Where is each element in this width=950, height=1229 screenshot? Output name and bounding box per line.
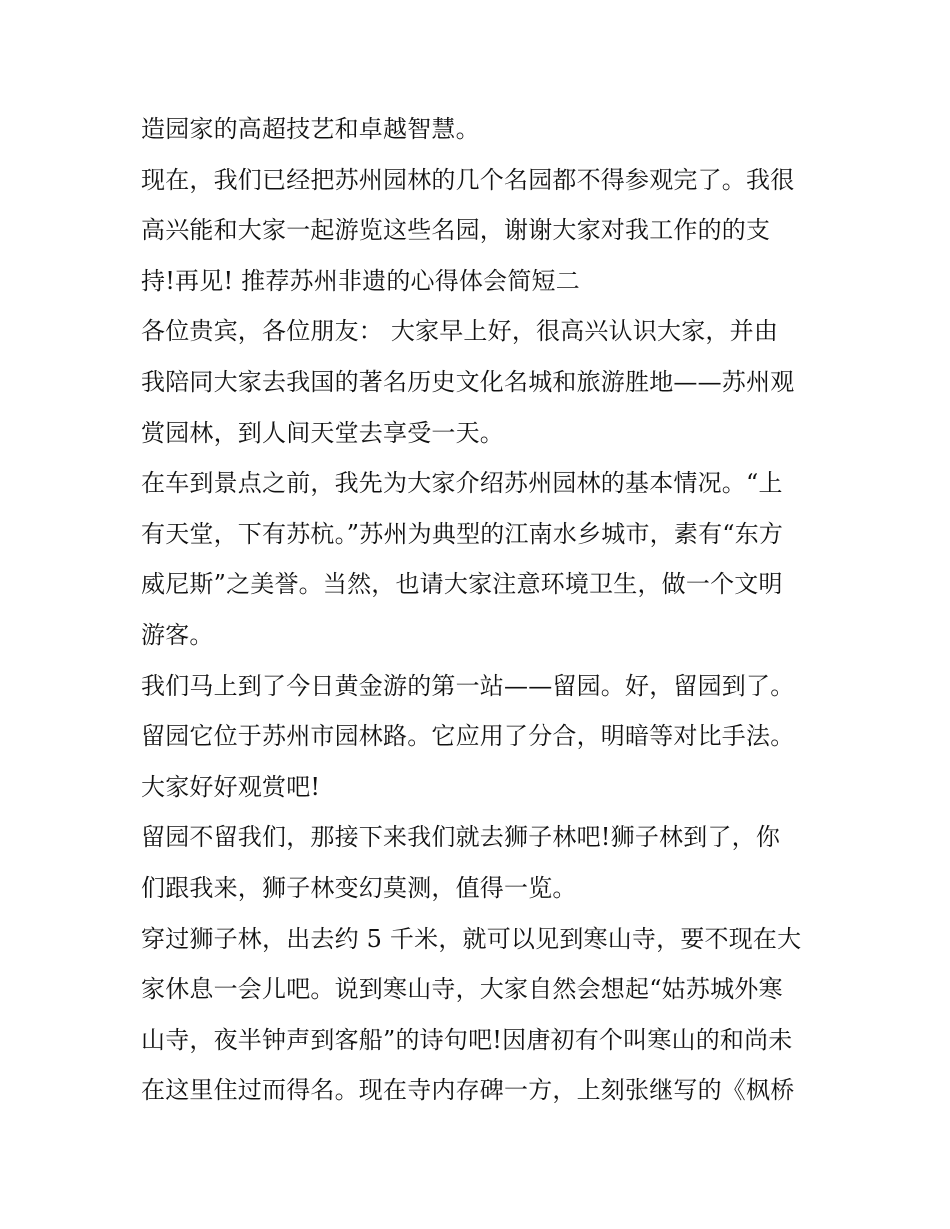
text-line: 赏园林，到人间天堂去享受一天。 — [141, 418, 504, 447]
text-line: 游客。 — [141, 620, 214, 649]
text-line: 留园不留我们，那接下来我们就去狮子林吧!狮子林到了，你 — [141, 823, 781, 852]
text-line: 高兴能和大家一起游览这些名园，谢谢大家对我工作的的支 — [141, 216, 771, 245]
text-line: 在这里住过而得名。现在寺内存碑一方，上刻张继写的《枫桥 — [141, 1076, 795, 1105]
text-line: 穿过狮子林，出去约 5 千米，就可以见到寒山寺，要不现在大 — [141, 924, 802, 953]
text-line: 山寺，夜半钟声到客船”的诗句吧!因唐初有个叫寒山的和尚未 — [141, 1025, 793, 1054]
text-line: 大家好好观赏吧! — [141, 772, 321, 801]
text-line: 家休息一会儿吧。说到寒山寺，大家自然会想起“姑苏城外寒 — [141, 975, 783, 1004]
text-line: 持!再见! 推荐苏州非遗的心得体会简短二 — [141, 266, 580, 295]
text-line: 我们马上到了今日黄金游的第一站——留园。好，留园到了。 — [141, 671, 795, 700]
document-body — [141, 104, 821, 1116]
text-line: 造园家的高超技艺和卓越智慧。 — [141, 115, 480, 143]
text-line: 们跟我来，狮子林变幻莫测，值得一览。 — [141, 873, 577, 902]
text-line: 有天堂，下有苏杭。”苏州为典型的江南水乡城市，素有“东方 — [141, 519, 784, 548]
text-line: 我陪同大家去我国的著名历史文化名城和旅游胜地——苏州观 — [141, 367, 795, 396]
text-line: 在车到景点之前，我先为大家介绍苏州园林的基本情况。“上 — [141, 469, 783, 498]
text-line: 各位贵宾，各位朋友： 大家早上好，很高兴认识大家，并由 — [141, 317, 779, 346]
text-line: 现在，我们已经把苏州园林的几个名园都不得参观完了。我很 — [141, 165, 795, 194]
text-line: 威尼斯”之美誉。当然，也请大家注意环境卫生，做一个文明 — [141, 570, 783, 599]
text-line: 留园它位于苏州市园林路。它应用了分合，明暗等对比手法。 — [141, 722, 795, 751]
